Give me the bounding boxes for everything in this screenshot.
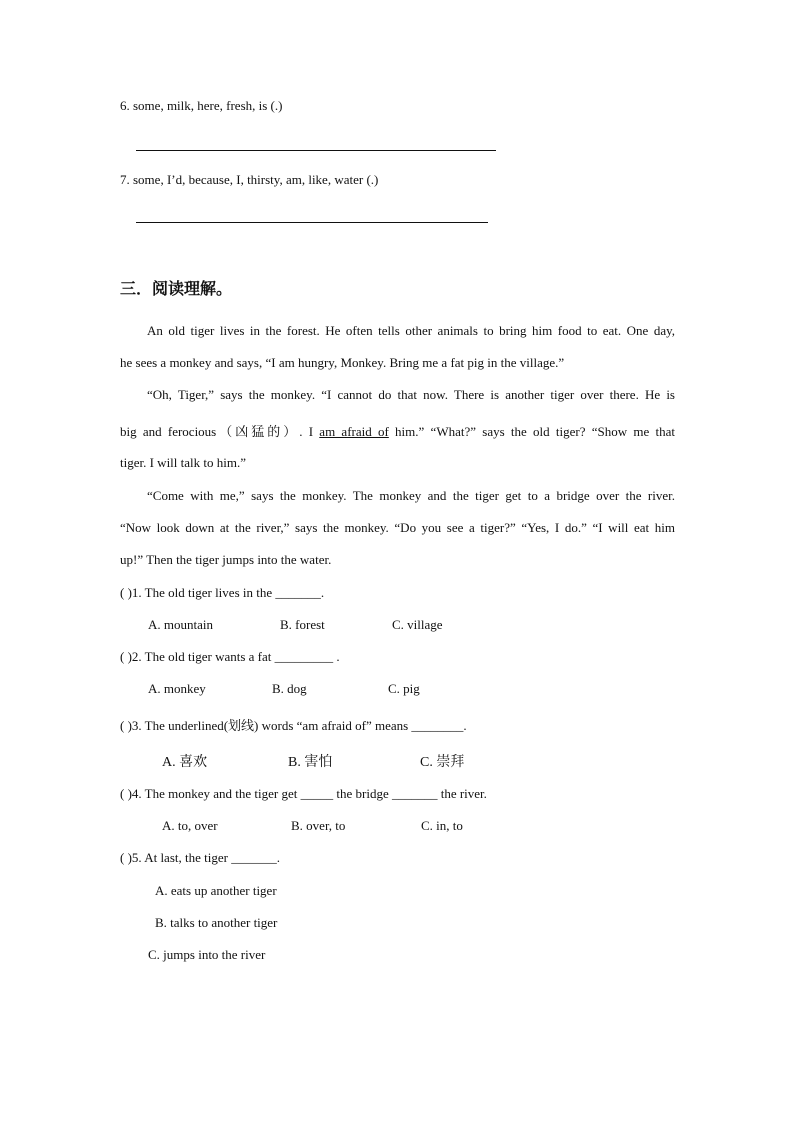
section-heading-reading: 三．阅读理解。: [120, 279, 233, 298]
passage-line: “Come with me,” says the monkey. The monkey and the tiger get to a bridge over the river.: [147, 488, 675, 503]
question-4-option-b[interactable]: B. over, to: [291, 818, 346, 833]
passage-line: up!” Then the tiger jumps into the water.: [120, 552, 332, 567]
question-3-option-c[interactable]: C. 崇拜: [420, 755, 465, 770]
question-4-option-c[interactable]: C. in, to: [421, 818, 463, 833]
question-5-stem: ( )5. At last, the tiger _______.: [120, 850, 280, 865]
question-5-option-a[interactable]: A. eats up another tiger: [155, 883, 277, 898]
question-1-option-a[interactable]: A. mountain: [148, 617, 213, 632]
question-2-option-b[interactable]: B. dog: [272, 681, 307, 696]
question-4-stem: ( )4. The monkey and the tiger get _____ the bridge _______ the river.: [120, 786, 487, 801]
answer-line-6[interactable]: [136, 150, 496, 151]
question-3-stem: ( )3. The underlined(划线) words “am afraid of” means ________.: [120, 718, 467, 733]
answer-line-7[interactable]: [136, 222, 488, 223]
question-6-prompt: 6. some, milk, here, fresh, is (.): [120, 98, 283, 113]
question-5-option-b[interactable]: B. talks to another tiger: [155, 915, 278, 930]
passage-line: tiger. I will talk to him.”: [120, 455, 247, 470]
question-4-option-a[interactable]: A. to, over: [162, 818, 218, 833]
question-2-option-a[interactable]: A. monkey: [148, 681, 206, 696]
passage-line: An old tiger lives in the forest. He often tells other animals to bring him food to eat. One day,: [147, 323, 675, 338]
underlined-phrase: am afraid of: [319, 424, 389, 439]
passage-text: him.” “What?” says the old tiger? “Show me that: [388, 424, 675, 439]
question-2-stem: ( )2. The old tiger wants a fat _________ .: [120, 649, 340, 664]
question-3-option-b[interactable]: B. 害怕: [288, 755, 333, 770]
question-3-option-a[interactable]: A. 喜欢: [162, 755, 208, 770]
passage-text: big and ferocious（凶猛的）. I: [120, 424, 320, 439]
question-7-prompt: 7. some, I’d, because, I, thirsty, am, like, water (.): [120, 172, 379, 187]
passage-line: [120, 421, 675, 440]
passage-line: “Oh, Tiger,” says the monkey. “I cannot do that now. There is another tiger over there. He is: [147, 387, 675, 402]
question-1-stem: ( )1. The old tiger lives in the _______.: [120, 585, 325, 600]
question-2-option-c[interactable]: C. pig: [388, 681, 420, 696]
question-1-option-b[interactable]: B. forest: [280, 617, 325, 632]
passage-line: “Now look down at the river,” says the monkey. “Do you see a tiger?” “Yes, I do.” “I will eat him: [120, 520, 675, 535]
question-1-option-c[interactable]: C. village: [392, 617, 443, 632]
question-5-option-c[interactable]: C. jumps into the river: [148, 947, 266, 962]
passage-line: he sees a monkey and says, “I am hungry, Monkey. Bring me a fat pig in the village.”: [120, 355, 565, 370]
